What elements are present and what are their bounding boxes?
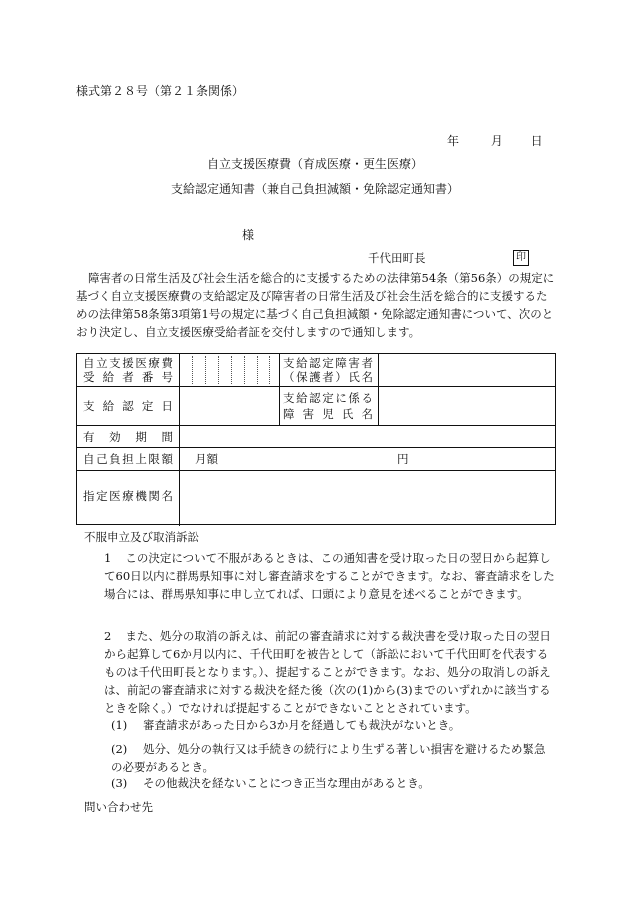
document-title-line-2: 支給認定通知書（兼自己負担減額・免除認定通知書） — [170, 182, 459, 196]
recipient-number-label-2: 受給者番号 — [83, 370, 173, 384]
guardian-name-label-1: 支給認定障害者 — [283, 356, 373, 370]
contact-label: 問い合わせ先 — [84, 800, 153, 814]
sub-item-3 — [111, 776, 430, 791]
intro-text: 障害者の日常生活及び社会生活を総合的に支援するための法律第54条（第56条）の規定に基づく自立支援医療費の支給認定及び障害者の日常生活及び社会生活を総合的に支援するための法律第58条第3項第1号の規定に基づく自己負担減額・免除認定通知書について、次のとおり決定し、自立支援医療受給者証を交付しますので通知します。 — [76, 271, 555, 339]
sub-3-number: (3) — [111, 776, 128, 790]
objection-heading: 不服申立及び取消訴訟 — [84, 530, 199, 544]
objection-item-1 — [104, 549, 556, 603]
item-1-text: この決定について不服があるときは、この通知書を受け取った日の翌日から起算して60日以内に群馬県知事に対し審査請求をすることができます。なお、審査請求をした場合には、群馬県知事に申し立てれば、口頭により意見を述べることができます。 — [104, 551, 555, 601]
certification-date-label: 支給認定日 — [83, 399, 173, 413]
copay-yen-unit: 円 — [397, 452, 409, 466]
issuer-name: 千代田町長 — [368, 251, 426, 265]
item-2-text: また、処分の取消の訴えは、前記の審査請求に対する裁決書を受け取った日の翌日から起算して6か月以内に、千代田町を被告として（訴訟において千代田町を代表するものは千代田町長となります。）、提起することができます。なお、処分の取消しの訴えは、前記の審査請求に対する裁決を経た後（次の(1)から(3)までのいずれかに該当するときを除く。）でなければ提起することができないこととされています。 — [104, 629, 551, 715]
copay-limit-label: 自己負担上限額 — [83, 452, 173, 466]
date-month: 月 — [490, 134, 503, 148]
guardian-name-label-2: （保護者）氏名 — [283, 370, 373, 384]
intro-paragraph — [76, 269, 556, 341]
recipient-honorific: 様 — [242, 228, 255, 242]
child-name-label-2: 障害児氏名 — [283, 407, 373, 421]
official-seal: 印 — [513, 250, 529, 266]
sub-item-1 — [111, 718, 460, 733]
form-number: 様式第２８号（第２１条関係） — [76, 84, 245, 98]
date-year: 年 — [447, 134, 460, 148]
certification-info-table — [76, 353, 556, 525]
child-name-label-1: 支給認定に係る — [283, 391, 373, 405]
sub-1-text: 審査請求があった日から3か月を経過しても裁決がないとき。 — [143, 718, 461, 732]
sub-3-text: その他裁決を経ないことにつき正当な理由があるとき。 — [143, 776, 430, 790]
validity-period-label: 有効期間 — [83, 430, 173, 444]
sub-item-2 — [111, 740, 556, 776]
date-day: 日 — [530, 134, 543, 148]
medical-institution-label: 指定医療機関名 — [83, 489, 173, 503]
objection-item-2 — [104, 627, 556, 717]
recipient-number-label-1: 自立支援医療費 — [83, 356, 173, 370]
item-1-number: 1 — [104, 551, 112, 565]
item-2-number: 2 — [104, 629, 112, 643]
document-title-line-1: 自立支援医療費（育成医療・更生医療） — [206, 157, 423, 171]
issue-date — [447, 134, 543, 149]
sub-2-number: (2) — [111, 742, 128, 756]
copay-monthly-label: 月額 — [195, 452, 218, 466]
sub-2-text: 処分、処分の執行又は手続きの続行により生ずる著しい損害を避けるため緊急の必要があるとき。 — [111, 742, 546, 774]
sub-1-number: (1) — [111, 718, 128, 732]
